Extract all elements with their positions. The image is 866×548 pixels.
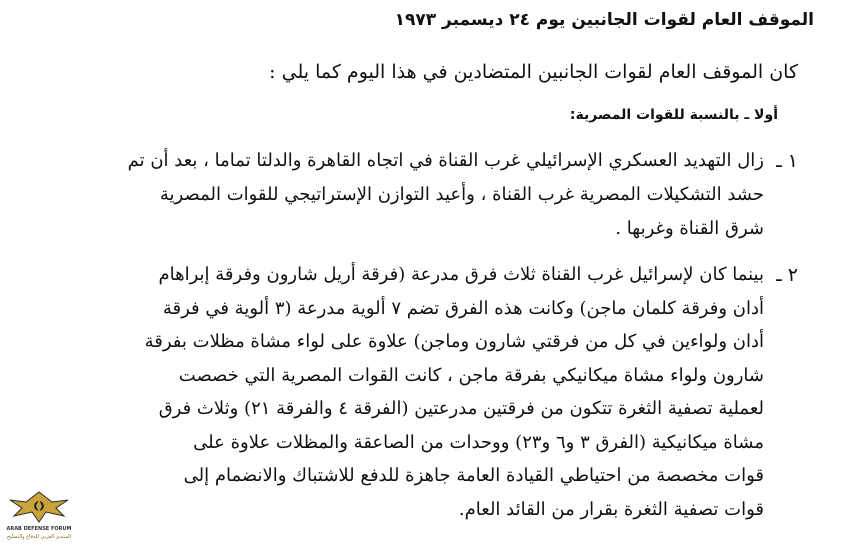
text-line: لعملية تصفية الثغرة تتكون من فرقتين مدرعتين (الفرقة ٤ والفرقة ٢١) وثلاث فرق [158, 398, 764, 419]
text-line: قوات مخصصة من احتياطي القيادة العامة جاهزة للدفع للاشتباك والانضمام إلى [183, 465, 764, 486]
forum-watermark-logo [4, 486, 74, 546]
text-line: مشاة ميكانيكية (الفرق ٣ و٦ و٢٣) ووحدات من الصاعقة والمظلات علاوة على [193, 431, 764, 453]
list-item-number: ١ ـ [776, 150, 798, 172]
watermark-subtitle: المنتدى العربي للدفاع والتسليح [6, 534, 72, 540]
intro-paragraph: كان الموقف العام لقوات الجانبين المتضادين في هذا اليوم كما يلي : [269, 61, 798, 83]
text-line: شرق القناة وغربها . [615, 218, 764, 239]
watermark-name: ARAB DEFENSE FORUM [6, 526, 72, 532]
text-line: شارون ولواء مشاة ميكانيكي بفرقة ماجن ، كانت القوات المصرية التي خصصت [178, 364, 764, 386]
document-title: الموقف العام لقوات الجانبين يوم ٢٤ ديسمبر ١٩٧٣ [394, 10, 814, 30]
eagle-emblem-icon [4, 486, 74, 526]
section-heading: أولا ـ بالنسبة للقوات المصرية: [569, 107, 778, 123]
text-line: قوات تصفية الثغرة بقرار من القائد العام. [458, 498, 764, 520]
text-line: أدان وفرقة كلمان ماجن) وكانت هذه الفرق تضم ٧ ألوية مدرعة (٣ ألوية في فرقة [162, 297, 764, 319]
list-item-number: ٢ ـ [776, 264, 798, 286]
list-item-text [98, 258, 764, 526]
text-line: حشد التشكيلات المصرية غرب القناة ، وأعيد التوازن الإستراتيجي للقوات المصرية [159, 184, 764, 205]
text-line: زال التهديد العسكري الإسرائيلي غرب القناة في اتجاه القاهرة والدلتا تماما ، بعد أن تم [127, 150, 764, 171]
list-item-text [98, 144, 764, 246]
text-line: بينما كان لإسرائيل غرب القناة ثلاث فرق مدرعة (فرقة أريل شارون وفرقة إبراهام [158, 264, 764, 285]
text-line: أدان ولواءين في كل من فرقتي شارون وماجن) علاوة على لواء مشاة مظلات بفرقة [144, 331, 764, 352]
